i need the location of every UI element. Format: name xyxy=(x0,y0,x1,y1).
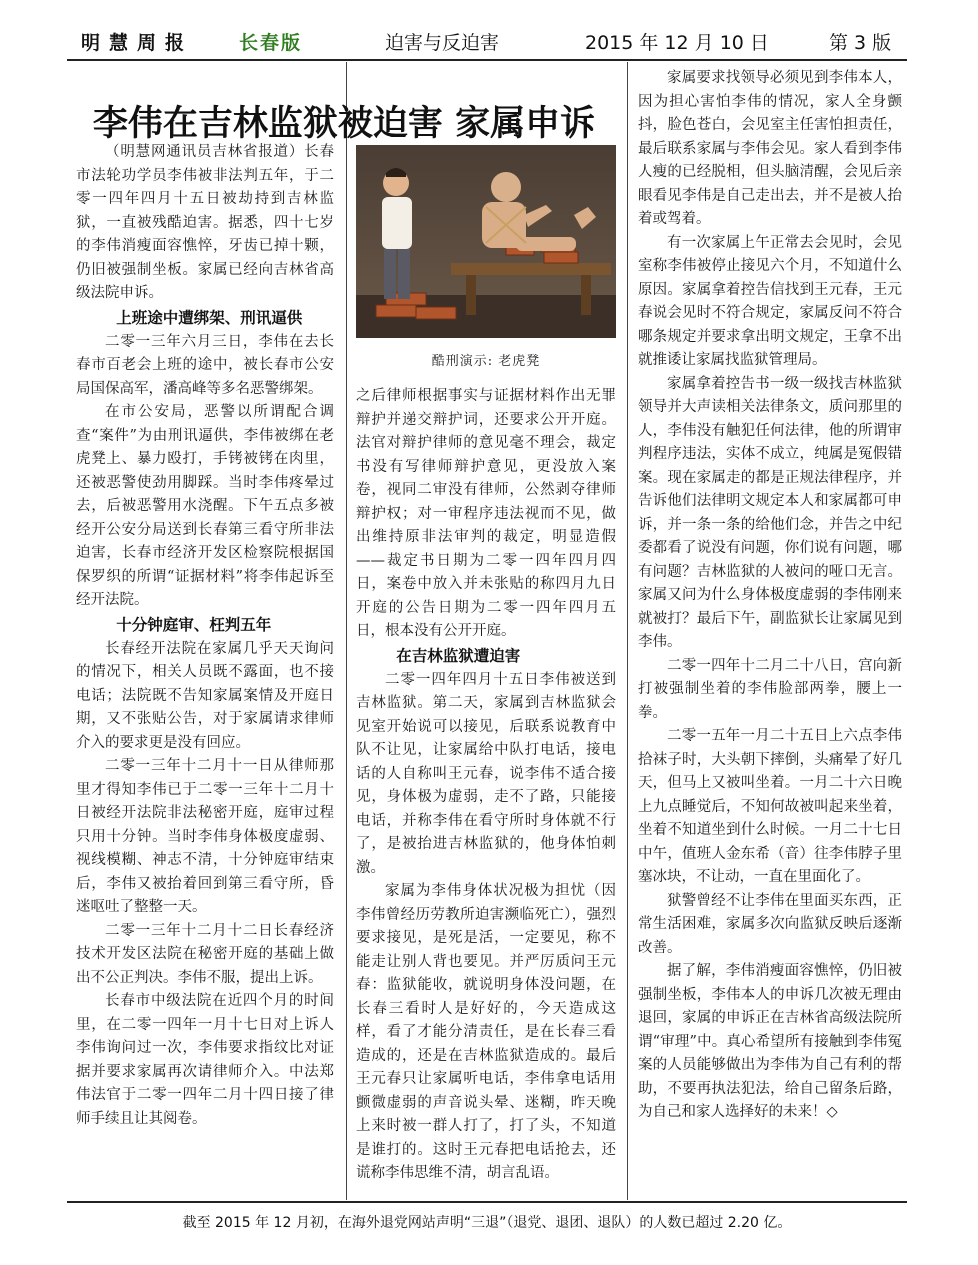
body-paragraph: 有一次家属上午正常去会见时，会见室称李伟被停止接见六个月，不知道什么原因。家属拿着控告信找到王元春，王元春说会见时不符合规定，家属反问不符合哪条规定并要求拿出明文规定，王拿不出就推诿让家属找监狱管理局。 xyxy=(638,234,902,368)
body-paragraph: 家属拿着控告书一级一级找吉林监狱领导并大声读相关法律条文，质问那里的人，李伟没有触犯任何法律，他的所谓审判程序违法，实体不成立，纯属是冤假错案。现在家属走的都是正规法律程序，并告诉他们法律明文规定本人和家属都可申诉，并一条一条的给他们念，并告之中纪委都看了说没有问题，你们说有问题，哪有问题？吉林监狱的人被问的哑口无言。家属又问为什么身体极度虚弱的李伟刚来就被打？最后下午，副监狱长让家属见到李伟。 xyxy=(638,375,902,650)
body-paragraph: 家属要求找领导必须见到李伟本人，因为担心害怕李伟的情况，家人全身颤抖，脸色苍白，会见室主任害怕担责任，最后联系家属与李伟会见。家人看到李伟人瘦的已经脱相，但头脑清醒，会见后亲眼看见李伟是自己走出去，并不是被人抬着或驾着。 xyxy=(638,70,902,227)
header-rule xyxy=(67,59,907,61)
article-column-2 xyxy=(356,385,616,1186)
body-paragraph: 二零一四年四月十五日李伟被送到吉林监狱。第二天，家属到吉林监狱会见室开始说可以接见，后联系说教育中队不让见，让家属给中队打电话，接电话的人自称叫王元春，说李伟不适合接见，身体极为虚弱，走不了路，只能接电话，并称李伟在看守所时身体就不行了，是被抬进吉林监狱的，他身体怕刺激。 xyxy=(356,671,616,876)
body-paragraph: 家属为李伟身体状况极为担忧（因李伟曾经历劳教所迫害濒临死亡），强烈要求接见，是死是活，一定要见，称不能走让别人背也要见。并严厉质问王元春：监狱能收，就说明身体没问题，在长春三看时人是好好的，今天造成这样，看了才能分清责任，是在长春三看造成的，还是在吉林监狱造成的。最后王元春只让家属听电话，李伟拿电话用颤微虚弱的声音说头晕、迷糊，昨天晚上来时被一群人打了，打了头，不知道是谁打的。这时王元春把电话抢去，还谎称李伟思维不清，胡言乱语。 xyxy=(356,883,616,1181)
body-paragraph: 长春市中级法院在近四个月的时间里，在二零一四年一月十七日对上诉人李伟询问过一次，李伟要求指纹比对证据并要求家属再次请律师介入。中法郑伟法官于二零一四年二月十四日接了律师手续且让其阅卷。 xyxy=(76,993,334,1127)
page-number: 第 3 版 xyxy=(829,32,892,54)
body-paragraph: 二零一三年十二月十二日长春经济技术开发区法院在秘密开庭的基础上做出不公正判决。李伟不服，提出上诉。 xyxy=(76,922,334,986)
section-subheading: 上班途中遭绑架、刑讯逼供 xyxy=(116,308,303,327)
column-divider xyxy=(346,62,347,1200)
figure-caption: 酷刑演示: 老虎凳 xyxy=(431,354,541,369)
footer-notice: 截至 2015 年 12 月初，在海外退党网站声明“三退”（退党、退团、退队）的人数已超过 2.20 亿。 xyxy=(182,1215,792,1231)
body-paragraph: 之后律师根据事实与证据材料作出无罪辩护并递交辩护词，还要求公开开庭。法官对辩护律师的意见毫不理会，裁定书没有写律师辩护意见，更没放入案卷，视同二审没有律师，公然剥夺律师辩护权；对一审程序违法视而不见，做出维持原非法审判的裁定，明显造假——裁定书日期为二零一四年四月四日，案卷中放入并未张贴的称四月九日开庭的公告日期为二零一四年四月五日，根本没有公开开庭。 xyxy=(356,388,616,639)
torture-illustration xyxy=(356,145,616,338)
footer-rule xyxy=(67,1201,907,1203)
article-column-1 xyxy=(76,141,334,1131)
body-paragraph: 二零一三年六月三日，李伟在去长春市百老会上班的途中，被长春市公安局国保高军，潘高峰等多名恶警绑架。 xyxy=(76,333,334,397)
page-header xyxy=(67,30,907,56)
section-subheading: 十分钟庭审、枉判五年 xyxy=(116,615,272,634)
body-paragraph: 据了解，李伟消瘦面容憔悴，仍旧被强制坐板，李伟本人的申诉几次被无理由退回，家属的申诉正在吉林省高级法院所谓“审理”中。真心希望所有接触到李伟冤案的人员能够做出为李伟为自己有利的帮助，不要再执法犯法，给自己留条后路，为自己和家人选择好的未来！◇ xyxy=(638,963,902,1120)
body-paragraph: 长春经开法院在家属几乎天天询问的情况下，相关人员既不露面，也不接电话；法院既不告知家属案情及开庭日期，又不张贴公告，对于家属请求律师介入的要求更是没有回应。 xyxy=(76,640,334,751)
body-paragraph: 二零一三年十二月十一日从律师那里才得知李伟已于二零一三年十二月十日被经开法院非法秘密开庭，庭审过程只用十分钟。当时李伟身体极度虚弱、视线模糊、神志不清，十分钟庭审结束后，李伟又被抬着回到第三看守所，昏迷呕吐了整整一天。 xyxy=(76,758,334,915)
body-paragraph: 狱警曾经不让李伟在里面买东西，正常生活困难，家属多次向监狱反映后逐渐改善。 xyxy=(638,892,902,956)
body-paragraph: 在市公安局，恶警以所谓配合调查“案件”为由刑讯逼供，李伟被绑在老虎凳上、暴力殴打，手铐被铐在肉里，还被恶警使劲用脚踩。当时李伟疼晕过去，后被恶警用水浇醒。下午五点多被经开公安分局送到长春第三看守所非法迫害，长春市经济开发区检察院根据国保罗织的所谓“证据材料”将李伟起诉至经开法院。 xyxy=(76,404,334,608)
section-title: 迫害与反迫害 xyxy=(385,32,500,54)
article-headline: 李伟在吉林监狱被迫害 家属申诉 xyxy=(92,104,596,145)
body-paragraph: （明慧网通讯员吉林省报道）长春市法轮功学员李伟被非法判五年，于二零一四年四月十五日被劫持到吉林监狱，一直被残酷迫害。据悉，四十七岁的李伟消瘦面容憔悴，牙齿已掉十颗，仍旧被强制坐板。家属已经向吉林省高级法院申诉。 xyxy=(76,144,334,301)
section-subheading: 在吉林监狱遭迫害 xyxy=(396,646,521,665)
article-column-3 xyxy=(638,67,902,1125)
column-divider xyxy=(627,62,628,1200)
masthead: 明慧周报 xyxy=(81,32,194,54)
body-paragraph: 二零一四年十二月二十八日，宫向新打被强制坐着的李伟脸部两拳，腰上一拳。 xyxy=(638,657,902,721)
edition-label: 长春版 xyxy=(239,32,303,54)
issue-date: 2015 年 12 月 10 日 xyxy=(585,32,769,54)
body-paragraph: 二零一五年一月二十五日上六点李伟拾袜子时，大头朝下摔倒，头痛晕了好几天，但马上又被叫坐着。一月二十六日晚上九点睡觉后，不知何故被叫起来坐着，坐着不知道坐到什么时候。一月二十七日中午，值班人金东希（音）往李伟脖子里塞冰块，不让动，一直在里面化了。 xyxy=(638,728,902,885)
